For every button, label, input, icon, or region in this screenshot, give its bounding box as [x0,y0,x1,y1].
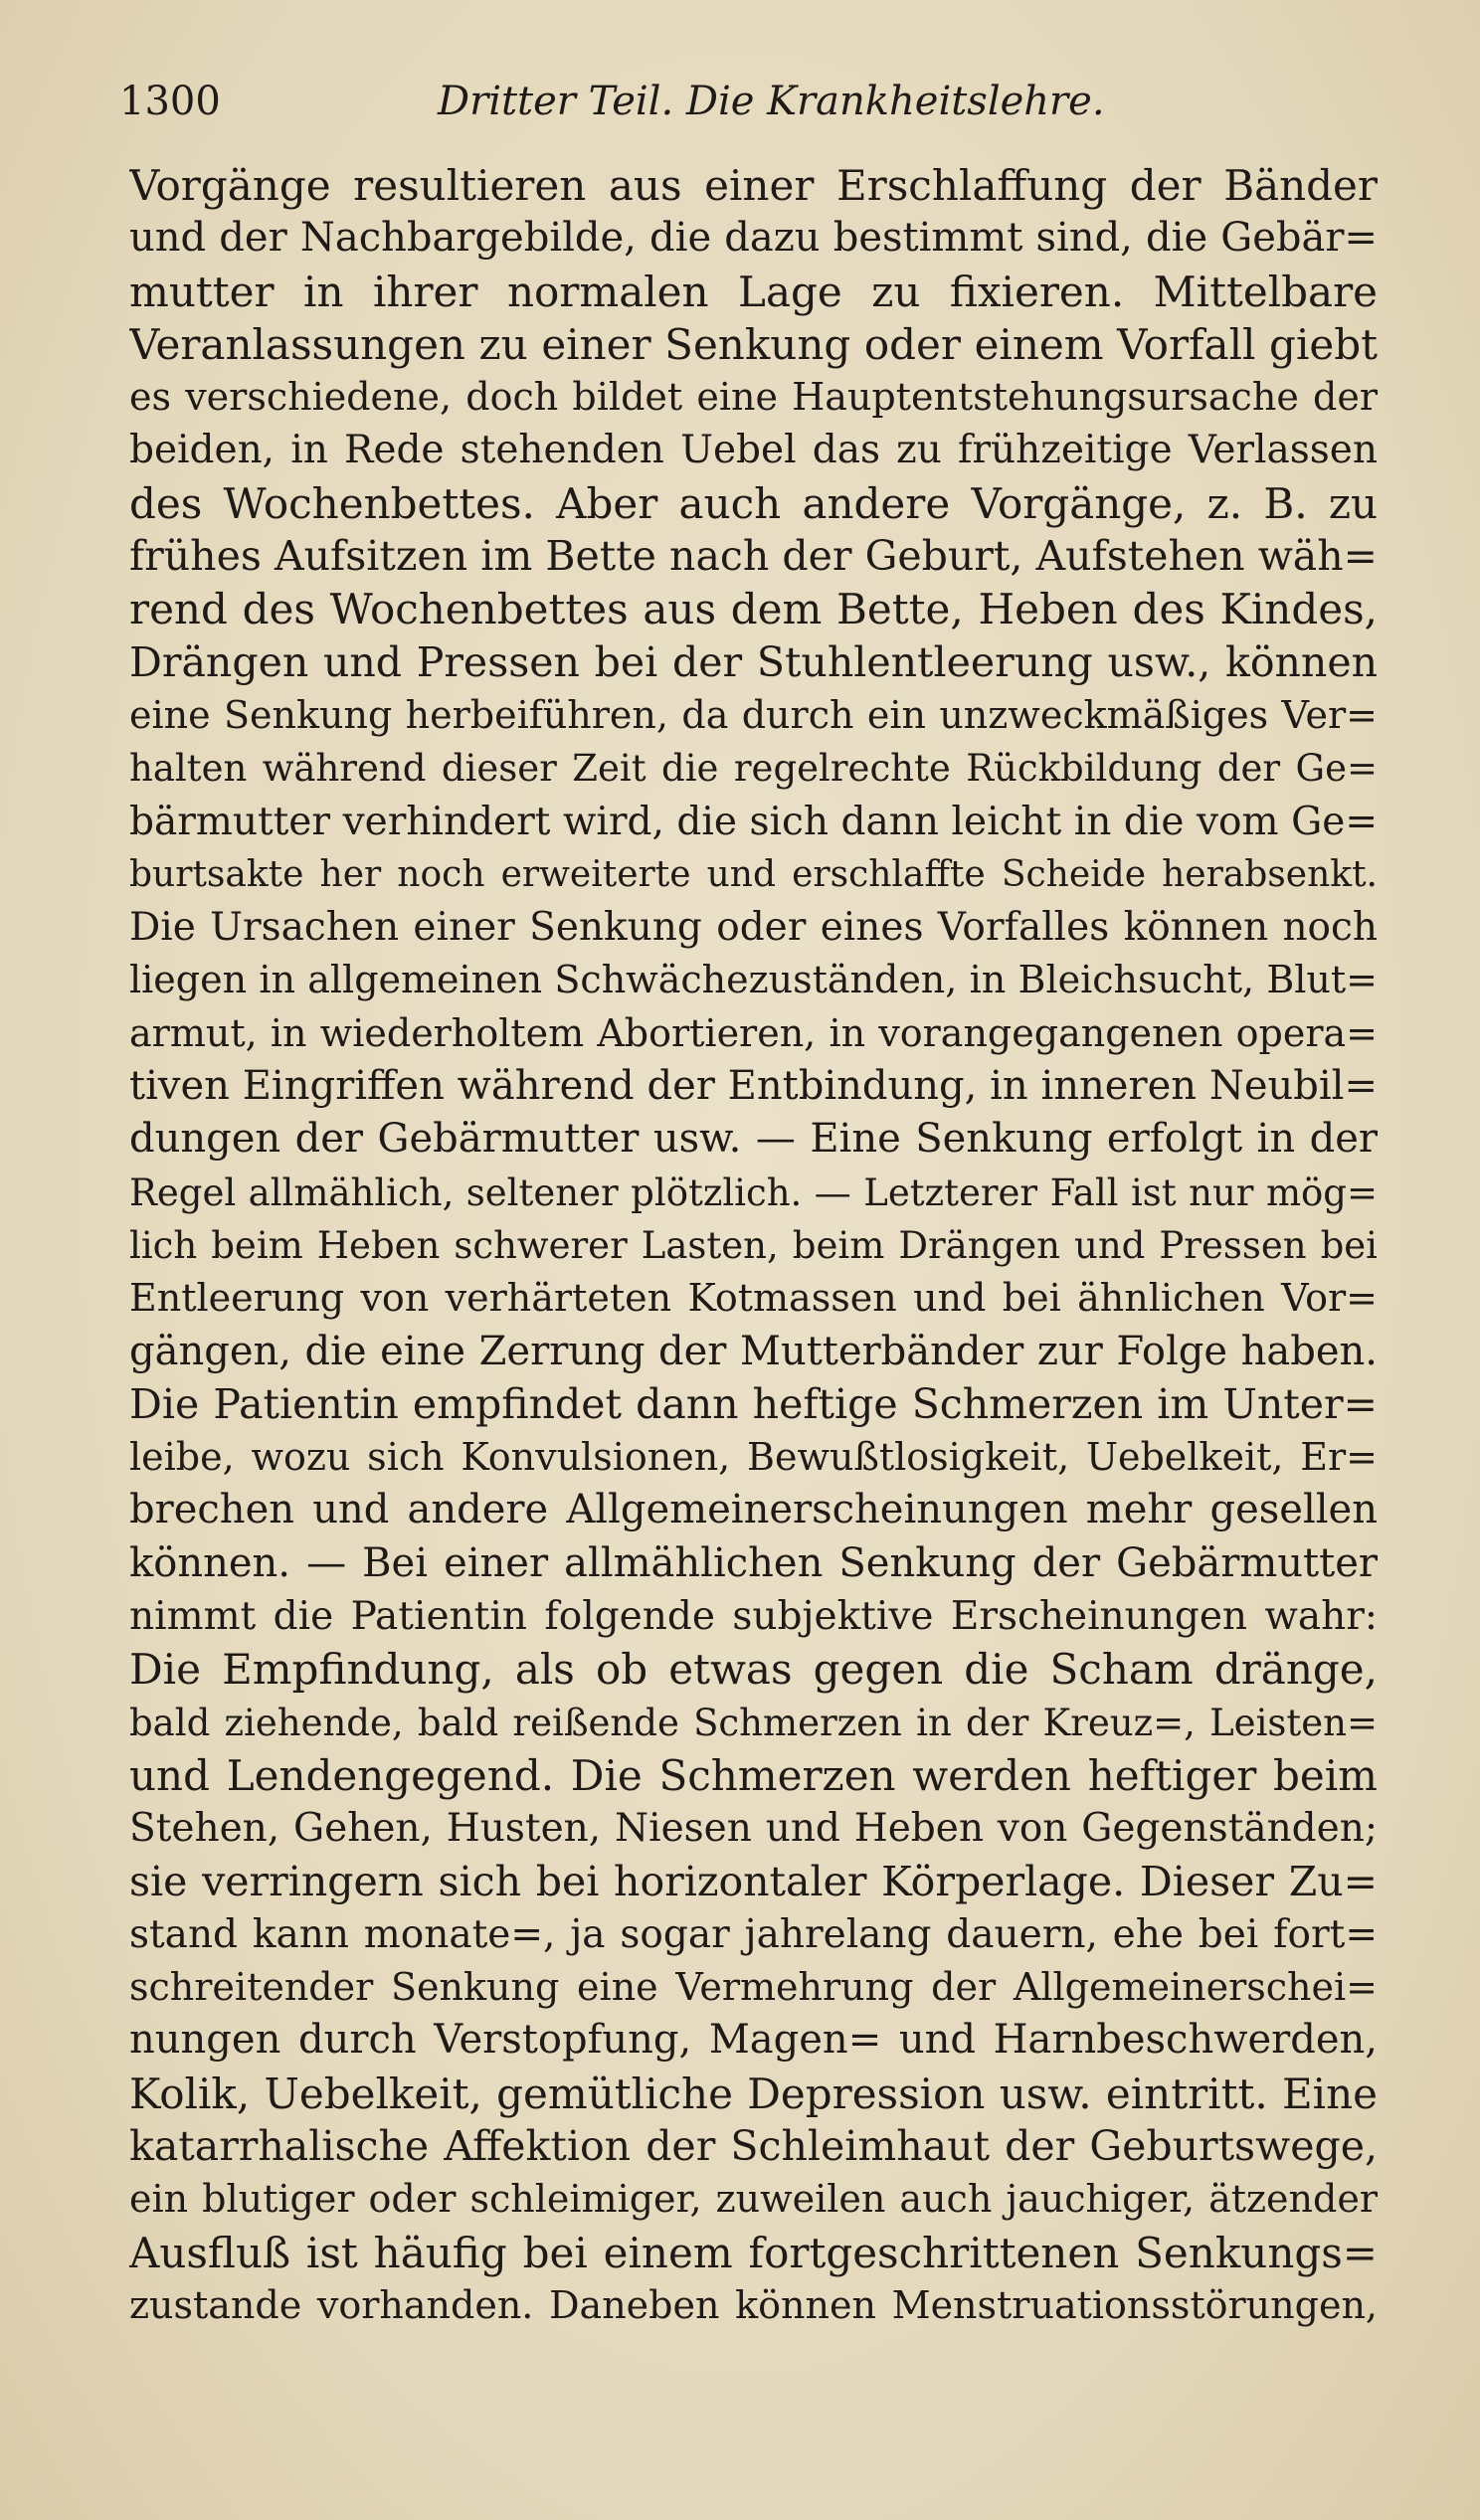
text-line: gängen, die eine Zerrung der Mutterbänder zur Folge haben. [129,1328,1378,1374]
body-text [129,159,1378,2332]
text-line: Drängen und Pressen bei der Stuhlentleerung usw., können [129,637,1378,686]
text-line: Stehen, Gehen, Husten, Niesen und Heben von Gegenständen; [129,1806,1378,1852]
text-line: ein blutiger oder schleimiger, zuweilen auch jauchiger, ätzender [129,2177,1378,2222]
text-line: Ausfluß ist häufig bei einem fortgeschrittenen Senkungs= [129,2228,1378,2277]
text-line: es verschiedene, doch bildet eine Hauptentstehungsursache der [129,375,1378,420]
text-line: eine Senkung herbeiführen, da durch ein unzweckmäßiges Ver= [129,692,1378,737]
text-line: brechen und andere Allgemeinerscheinungen mehr gesellen [129,1487,1378,1533]
text-line: armut, in wiederholtem Abortieren, in vorangegangenen opera= [129,1010,1378,1055]
text-line: und der Nachbargebilde, die dazu bestimmt sind, die Gebär= [129,215,1378,262]
text-line: schreitender Senkung eine Vermehrung der Allgemeinerschei= [129,1965,1378,2010]
text-line: sie verringern sich bei horizontaler Körperlage. Dieser Zu= [129,1857,1378,1905]
text-line: frühes Aufsitzen im Bette nach der Geburt, Aufstehen wäh= [129,532,1378,581]
text-line: tiven Eingriffen während der Entbindung, in inneren Neubil= [129,1063,1378,1110]
text-line: Die Patientin empfindet dann heftige Schmerzen im Unter= [129,1379,1378,1428]
text-line: burtsakte her noch erweiterte und erschlaffte Scheide herabsenkt. [129,853,1378,895]
text-line: Veranlassungen zu einer Senkung oder einem Vorfall giebt [129,319,1378,369]
page-header [119,72,1363,131]
text-line: Entleerung von verhärteten Kotmassen und bei ähnlichen Vor= [129,1276,1378,1321]
text-line: des Wochenbettes. Aber auch andere Vorgänge, z. B. zu [129,478,1378,528]
text-line: Die Empfindung, als ob etwas gegen die Scham dränge, [129,1645,1378,1695]
text-line: bärmutter verhindert wird, die sich dann leicht in die vom Ge= [129,799,1378,844]
page-number: 1300 [119,79,221,124]
text-line: können. — Bei einer allmählichen Senkung der Gebärmutter [129,1539,1378,1586]
text-line: Kolik, Uebelkeit, gemütliche Depression usw. eintritt. Eine [129,2069,1378,2118]
text-line: leibe, wozu sich Konvulsionen, Bewußtlosigkeit, Uebelkeit, Er= [129,1435,1378,1480]
text-line: Regel allmählich, seltener plötzlich. — Letzterer Fall ist nur mög= [129,1170,1378,1214]
text-line: mutter in ihrer normalen Lage zu fixieren. Mittelbare [129,267,1378,316]
text-line: nimmt die Patientin folgende subjektive Erscheinungen wahr: [129,1594,1378,1640]
running-title: Dritter Teil. Die Krankheitslehre. [438,79,1105,124]
text-line: bald ziehende, bald reißende Schmerzen in der Kreuz=, Leisten= [129,1701,1378,1744]
text-line: nungen durch Verstopfung, Magen= und Harnbeschwerden, [129,2017,1378,2064]
text-line: lich beim Heben schwerer Lasten, beim Drängen und Pressen bei [129,1223,1378,1267]
text-line: liegen in allgemeinen Schwächezuständen, in Bleichsucht, Blut= [129,958,1378,1002]
text-line: rend des Wochenbettes aus dem Bette, Heben des Kindes, [129,585,1378,634]
text-line: katarrhalische Affektion der Schleimhaut der Geburtswege, [129,2121,1378,2170]
text-line: Die Ursachen einer Senkung oder eines Vorfalles können noch [129,905,1378,951]
text-line: zustande vorhanden. Daneben können Menstruationsstörungen, [129,2282,1378,2327]
text-line: beiden, in Rede stehenden Uebel das zu frühzeitige Verlassen [129,428,1378,473]
text-line: stand kann monate=, ja sogar jahrelang dauern, ehe bei fort= [129,1911,1378,1957]
text-line: Vorgänge resultieren aus einer Erschlaffung der Bänder [129,161,1378,210]
text-line: und Lendengegend. Die Schmerzen werden heftiger beim [129,1750,1378,1800]
text-line: halten während dieser Zeit die regelrechte Rückbildung der Ge= [129,747,1378,791]
text-line: dungen der Gebärmutter usw. — Eine Senkung erfolgt in der [129,1116,1378,1163]
